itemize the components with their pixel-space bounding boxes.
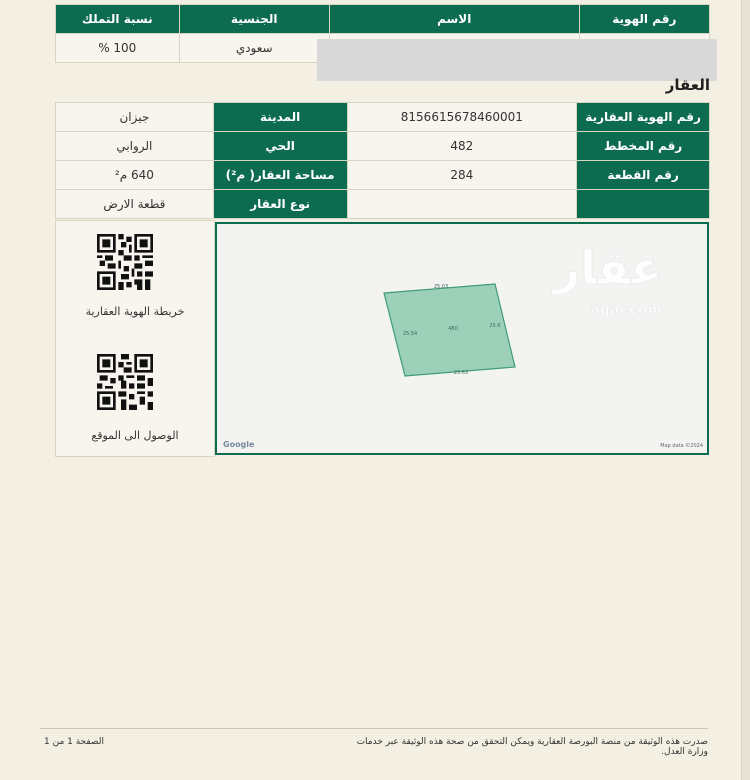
redacted-area xyxy=(317,39,717,81)
property-id-label: رقم الهوية العقارية xyxy=(577,103,710,132)
property-table xyxy=(55,102,710,219)
table-row xyxy=(56,103,710,132)
area-value: 640 م² xyxy=(56,161,214,190)
city-label: المدينة xyxy=(213,103,347,132)
plot-label: رقم القطعة xyxy=(577,161,710,190)
owner-nationality-cell: سعودي xyxy=(179,34,329,63)
owner-nationality-header: الجنسية xyxy=(179,5,329,34)
empty-header-cell xyxy=(577,190,710,219)
table-row xyxy=(56,132,710,161)
table-row xyxy=(56,161,710,190)
map-data-credit: Map data ©2024 xyxy=(660,443,703,449)
location-qr-icon[interactable] xyxy=(97,354,153,410)
google-logo: Google xyxy=(223,440,255,449)
empty-value-cell xyxy=(347,190,577,219)
qr-panel xyxy=(55,220,215,457)
area-label: مساحة العقار( م²) xyxy=(213,161,347,190)
edge-left-label: 25.54 xyxy=(402,331,418,337)
type-label: نوع العقار xyxy=(213,190,347,219)
section-title: العقار xyxy=(665,76,710,94)
plot-number-label: 480 xyxy=(448,326,458,332)
property-map[interactable] xyxy=(215,222,709,455)
table-row xyxy=(56,190,710,219)
district-value: الروابي xyxy=(56,132,214,161)
edge-bottom-label: 25.63 xyxy=(453,370,469,376)
owner-share-header: نسبة التملك xyxy=(56,5,180,34)
district-label: الحي xyxy=(213,132,347,161)
owner-id-header: رقم الهوية xyxy=(579,5,709,34)
footer-divider xyxy=(40,728,708,729)
plan-value: 482 xyxy=(347,132,577,161)
page-edge xyxy=(741,0,750,780)
property-id-value: 8156615678460001 xyxy=(347,103,577,132)
location-qr-label: الوصول الى الموقع xyxy=(91,429,179,442)
plot-value: 284 xyxy=(347,161,577,190)
map-qr-label: خريطة الهوية العقارية xyxy=(85,305,185,318)
watermark-text: عقار xyxy=(553,241,662,295)
footer-note: صدرت هذه الوثيقة من منصة البورصة العقارية ويمكن التحقق من صحة هذه الوثيقة عبر خدمات وزارة العدل. xyxy=(356,737,708,757)
map-qr-icon[interactable] xyxy=(97,234,153,290)
city-value: جيزان xyxy=(56,103,214,132)
edge-right-label: 25.6 xyxy=(489,323,501,329)
watermark-sub: aqar.com xyxy=(590,302,662,318)
type-value: قطعة الارض xyxy=(56,190,214,219)
owner-share-cell: 100 % xyxy=(56,34,180,63)
edge-top-label: 25.03 xyxy=(433,284,449,290)
plan-label: رقم المخطط xyxy=(577,132,710,161)
owner-name-header: الاسم xyxy=(329,5,579,34)
page-number: الصفحة 1 من 1 xyxy=(44,737,104,747)
